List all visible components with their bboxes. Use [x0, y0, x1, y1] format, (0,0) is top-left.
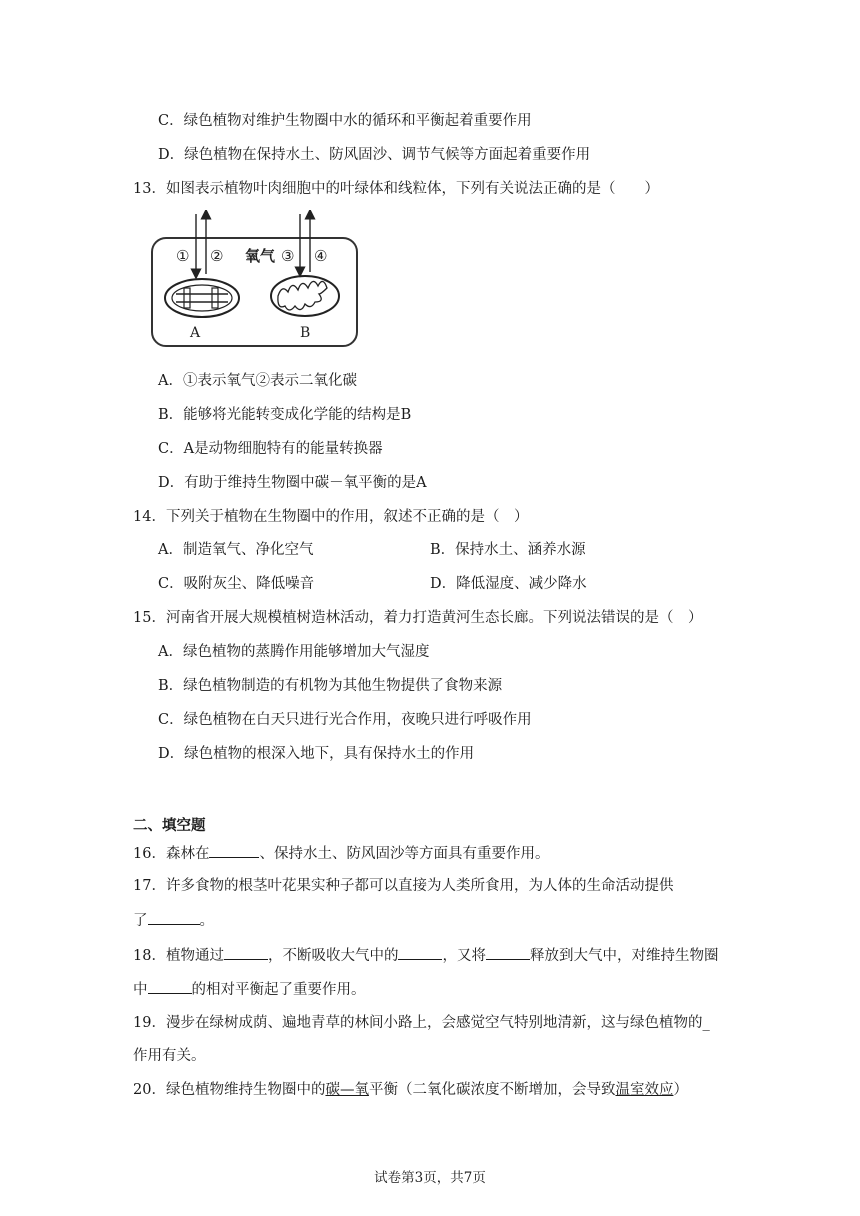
q18-line2: [133, 979, 366, 1000]
q14-option-b: B．保持水土、涵养水源: [430, 542, 586, 558]
q12-option-d: D．绿色植物在保持水土、防风固沙、调节气候等方面起着重要作用: [158, 147, 591, 163]
q18-blank-4[interactable]: [148, 979, 192, 994]
label-1: ①: [176, 247, 190, 265]
q13-stem: 13．如图表示植物叶肉细胞中的叶绿体和线粒体，下列有关说法正确的是（ ）: [133, 181, 659, 197]
q18-blank-1[interactable]: [224, 945, 268, 960]
q13-option-c: C．A是动物细胞特有的能量转换器: [158, 441, 383, 457]
q20: [133, 1080, 688, 1100]
q16-post: 、保持水土、防风固沙等方面具有重要作用。: [259, 846, 550, 862]
q13-option-d: D．有助于维持生物圈中碳－氧平衡的是A: [158, 475, 427, 491]
q17-blank[interactable]: [148, 910, 200, 925]
q18-blank-3[interactable]: [486, 945, 530, 960]
chloroplast-a: [165, 279, 239, 317]
q20-text-a: 20．绿色植物维持生物圈中的: [133, 1082, 326, 1098]
mitochondrion-b: [271, 276, 339, 316]
q14-option-c: C．吸附灰尘、降低噪音: [158, 576, 315, 592]
q18-text-b: ，不断吸收大气中的: [267, 948, 399, 964]
q20-text-e: ）: [673, 1082, 688, 1098]
q19-line1: 19．漫步在绿树成荫、遍地青草的林间小路上，会感觉空气特别地清新，这与绿色植物的_: [133, 1015, 710, 1031]
label-2: ②: [210, 247, 224, 265]
q17-line1: 17．许多食物的根茎叶花果实种子都可以直接为人类所食用，为人体的生命活动提供: [133, 878, 674, 894]
q19-line2: 作用有关。: [133, 1048, 206, 1064]
q14-option-a: A．制造氧气、净化空气: [158, 542, 314, 558]
q18-blank-2[interactable]: [398, 945, 442, 960]
label-4: ④: [314, 247, 328, 265]
q17-pre: 了: [133, 913, 148, 929]
q13-option-b: B．能够将光能转变成化学能的结构是B: [158, 407, 412, 423]
q20-greenhouse-link[interactable]: 温室效应: [615, 1082, 674, 1098]
section-title: 二、填空题: [133, 817, 206, 834]
q20-carbon-oxygen-link[interactable]: 碳—氧: [325, 1082, 369, 1098]
q17-line2: [133, 910, 214, 931]
q14-option-d: D．降低湿度、减少降水: [430, 576, 587, 592]
page-footer: 试卷第3页，共7页: [374, 1170, 486, 1186]
q15-option-b: B．绿色植物制造的有机物为其他生物提供了食物来源: [158, 678, 503, 694]
q16-blank[interactable]: [209, 843, 259, 858]
label-center: 氧气: [245, 247, 276, 265]
q12-option-c: C．绿色植物对维护生物圈中水的循环和平衡起着重要作用: [158, 113, 532, 129]
q18-text-c: ，又将: [442, 948, 486, 964]
q18-text-a: 18．植物通过: [133, 948, 224, 964]
q18-text-e: 中: [133, 982, 148, 998]
q18-text-f: 的相对平衡起了重要作用。: [191, 982, 366, 998]
label-a: A: [190, 325, 201, 341]
q15-option-a: A．绿色植物的蒸腾作用能够增加大气湿度: [158, 644, 430, 660]
label-b: B: [300, 325, 311, 341]
q18-text-d: 释放到大气中，对维持生物圈: [529, 948, 719, 964]
q16: [133, 843, 549, 864]
q18-line1: [133, 945, 718, 966]
q17-post: 。: [199, 913, 214, 929]
organelle-diagram: [150, 210, 360, 350]
q15-stem: 15．河南省开展大规模植树造林活动，着力打造黄河生态长廊。下列说法错误的是（ ）: [133, 610, 703, 626]
q20-text-c: 平衡（二氧化碳浓度不断增加，会导致: [368, 1082, 616, 1098]
label-3: ③: [281, 247, 295, 265]
q13-option-a: A．①表示氧气②表示二氧化碳: [158, 373, 357, 389]
q14-stem: 14．下列关于植物在生物圈中的作用，叙述不正确的是（ ）: [133, 509, 529, 525]
q15-option-c: C．绿色植物在白天只进行光合作用，夜晚只进行呼吸作用: [158, 712, 532, 728]
q16-pre: 16．森林在: [133, 846, 210, 862]
q15-option-d: D．绿色植物的根深入地下，具有保持水土的作用: [158, 746, 475, 762]
